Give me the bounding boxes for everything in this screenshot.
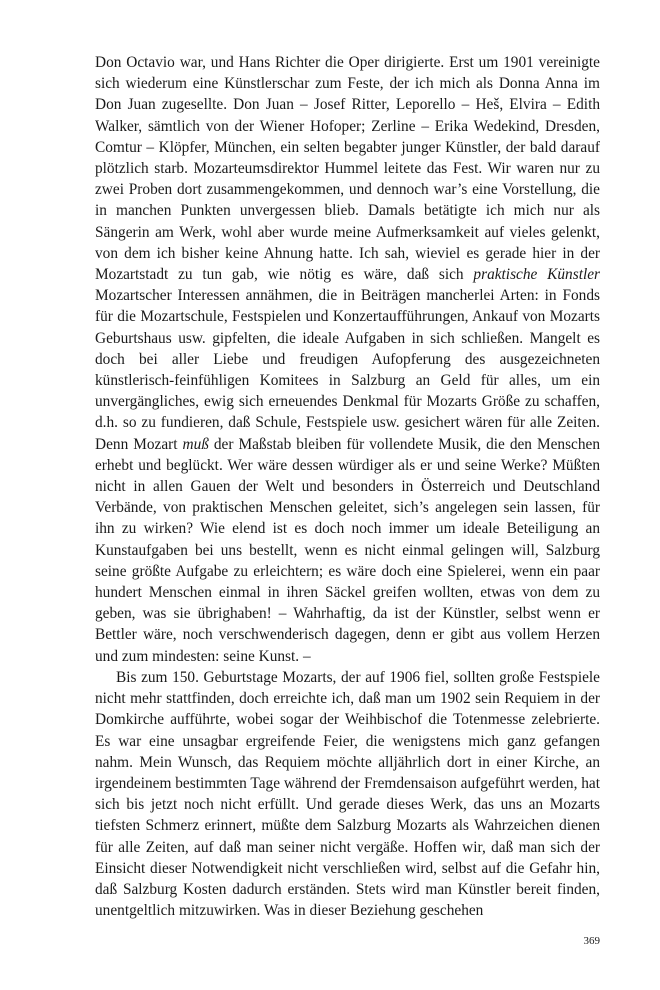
paragraph-1-emphasis-muss: muß	[182, 435, 209, 453]
paragraph-1-segment-1: Don Octavio war, und Hans Richter die Oper dirigierte. Erst um 1901 vereinigte sich wiederum eine Künstlerschar zum Feste, der ich mich als Donna Anna im Don Juan zugesellte. Don Juan – Josef Ritter, Leporello – Heš, Elvira – Edith Walker, sämtlich von der Wiener Hofoper; Zerline – Erika Wedekind, Dresden, Comtur – Klöpfer, München, ein selten begabter junger Künstler, der bald darauf plötzlich starb. Mozarteumsdirektor Hummel leitete das Fest. Wir waren nur zu zwei Proben dort zusammengekommen, und dennoch war’s eine Vorstellung, die in manchen Punkten unvergessen blieb. Damals betätigte ich mich nur als Sängerin am Werk, wohl aber wurde meine Aufmerksamkeit auf vieles gelenkt, von dem ich bisher keine Ahnung hatte. Ich sah, wieviel es gerade hier in der Mozartstadt zu tun gab, wie nötig es wäre, daß sich	[95, 54, 600, 284]
paragraph-1-segment-3: Mozartscher Interessen annähmen, die in Beiträgen mancherlei Arten: in Fonds für die Mozartschule, Festspielen und Konzertaufführungen, Ankauf von Mozarts Geburtshaus usw. gipfelten, die ideale Aufgaben in sich schließen. Mangelt es doch bei aller Liebe und freudigen Aufopferung des ausgezeichneten künstlerisch-feinfühligen Komitees in Salzburg an Geld für alles, um ein unvergängliches, ewig sich erneuendes Denkmal für Mozarts Größe zu schaffen, d.h. so zu fundieren, daß Schule, Festspiele usw. gesichert wären für alle Zeiten. Denn Mozart	[95, 287, 600, 453]
paragraph-2	[95, 667, 600, 921]
paragraph-1	[95, 52, 600, 667]
paragraph-1-segment-5: der Maßstab bleiben für vollendete Musik, die den Menschen erhebt und beglückt. Wer wäre dessen würdiger als er und seine Werke? Müßten nicht in allen Gauen der Welt und besonders in Österreich und Deutschland Verbände, von praktischen Menschen geleitet, sich’s angelegen sein lassen, für ihn zu wirken? Wie elend ist es doch noch immer um ideale Beteiligung an Kunstaufgaben bei uns bestellt, wenn es nicht einmal gelingen will, Salzburg seine größte Aufgabe zu erleichtern; es wäre doch eine Spielerei, wenn ein paar hundert Menschen einmal in ihren Säckel greifen wollten, etwas von dem zu geben, was sie übrighaben! – Wahrhaftig, da ist der Künstler, selbst wenn er Bettler wäre, noch verschwenderisch dagegen, denn er gibt aus vollem Herzen und zum mindesten: seine Kunst. –	[95, 435, 601, 665]
body-text	[95, 52, 600, 921]
paragraph-1-emphasis-praktische-kuenstler: praktische Künstler	[473, 266, 600, 284]
paragraph-2-segment-1: Bis zum 150. Geburtstage Mozarts, der auf 1906 fiel, sollten große Festspiele nicht mehr stattfinden, doch erreichte ich, daß man um 1902 sein Requiem in der Domkirche aufführte, wobei sogar der Weihbischof die Totenmesse zelebrierte. Es war eine unsagbar ergreifende Feier, die wenigstens mich ganz gefangen nahm. Mein Wunsch, das Requiem möchte alljährlich dort in einer Kirche, an irgendeinem bestimmten Tage während der Fremdensaison aufgeführt werden, hat sich bis jetzt noch nicht erfüllt. Und gerade dieses Werk, das uns an Mozarts tiefsten Schmerz erinnert, müßte dem Salzburg Mozarts als Wahrzeichen dienen für alle Zeiten, auf daß man seiner nicht vergäße. Hoffen wir, daß man sich der Einsicht dieser Notwendigkeit nicht verschließen wird, selbst auf die Gefahr hin, daß Salzburg Kosten dadurch erständen. Stets wird man Künstler bereit finden, unentgeltlich mitzuwirken. Was in dieser Beziehung geschehen	[95, 668, 600, 920]
page-number: 369	[583, 935, 600, 947]
